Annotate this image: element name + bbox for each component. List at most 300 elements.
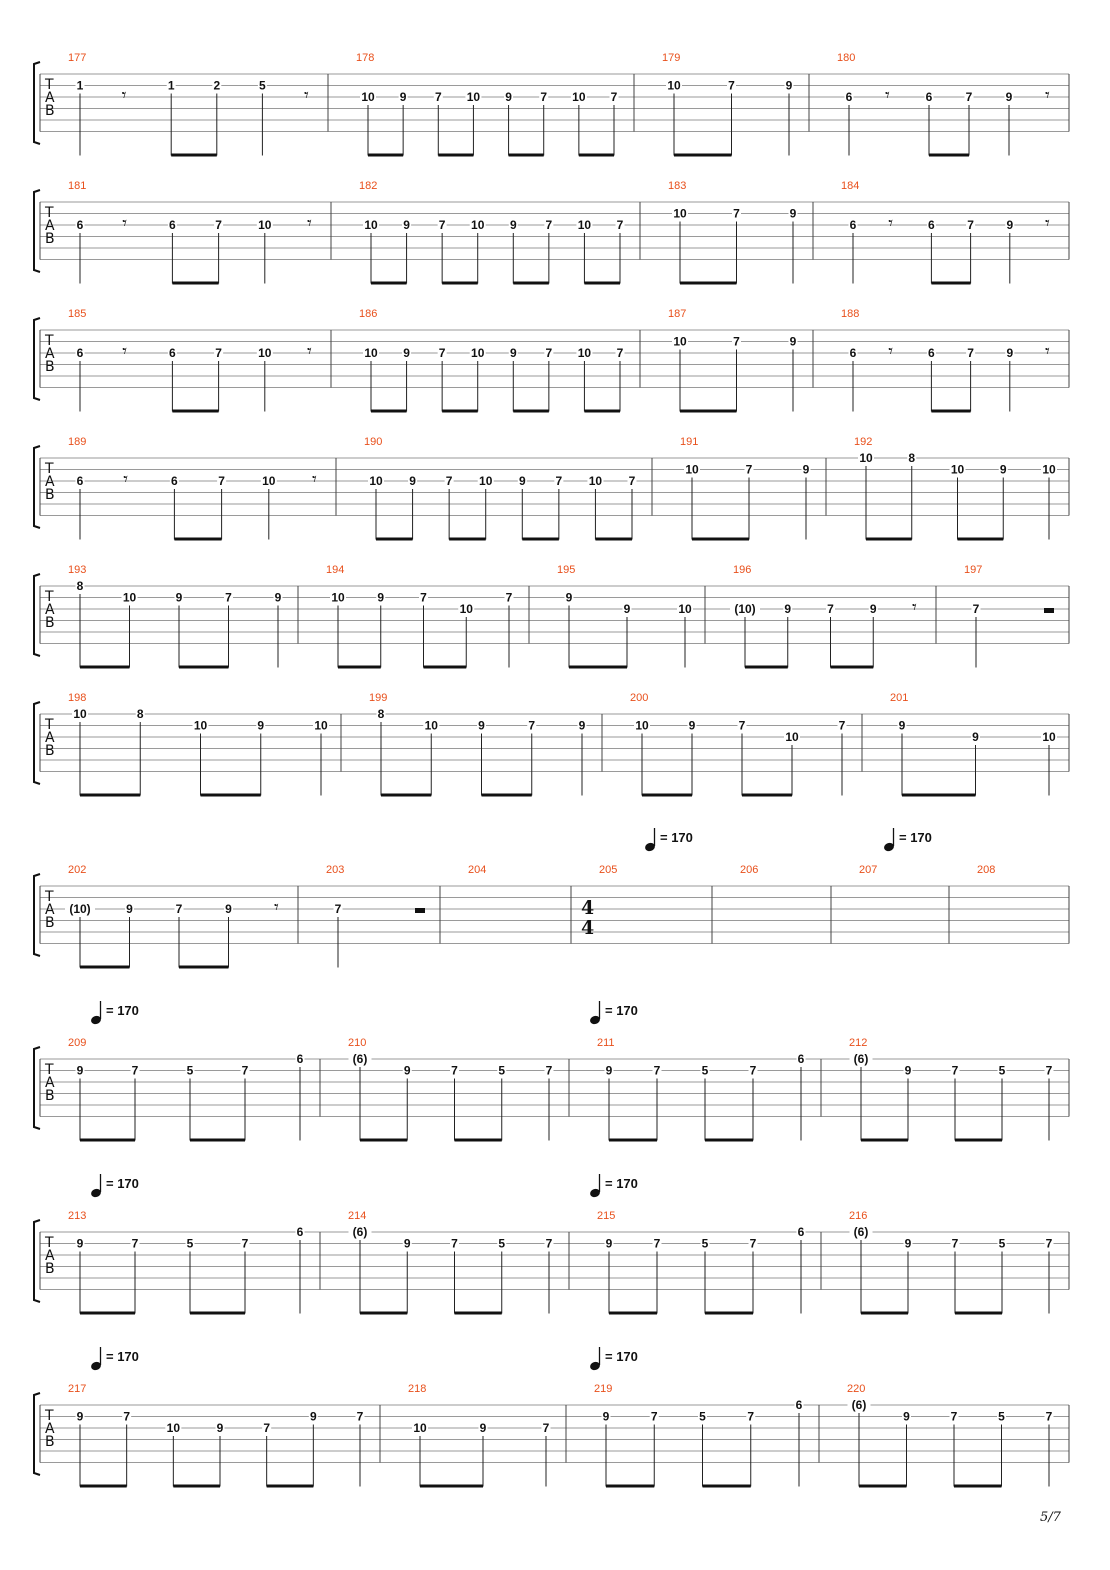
tab-clef-letter: T <box>45 1235 54 1251</box>
measure-number: 218 <box>408 1383 427 1395</box>
fret-number: 10 <box>673 334 687 349</box>
measure-number: 191 <box>680 436 699 448</box>
measure <box>68 692 329 797</box>
measure-number: 177 <box>68 52 87 64</box>
fret-number: 7 <box>749 1063 757 1078</box>
fret-number: 10 <box>1042 730 1056 744</box>
fret-number: 10 <box>122 590 137 605</box>
eighth-rest-icon: 𝄾 <box>1045 213 1050 234</box>
fret-number: 7 <box>950 1409 958 1424</box>
beam <box>179 966 229 969</box>
fret-number: 10 <box>577 346 592 360</box>
tempo-marking: = 170 <box>605 1003 638 1018</box>
tab-clef-letter: A <box>45 90 55 106</box>
fret-number: 7 <box>616 346 624 360</box>
beam <box>179 666 229 669</box>
fret-number: 6 <box>845 90 853 104</box>
beam <box>455 1139 502 1142</box>
beam <box>859 1485 907 1488</box>
fret-number: 10 <box>785 730 799 744</box>
measure <box>849 1037 1054 1142</box>
tab-clef-letter: T <box>45 1062 54 1078</box>
measure <box>597 1210 806 1315</box>
fret-number: 10 <box>466 90 481 104</box>
fret-number: 10 <box>73 707 87 721</box>
fret-number: 7 <box>215 218 222 232</box>
measure <box>65 864 279 969</box>
fret-number: 9 <box>479 1421 487 1435</box>
measure <box>630 692 847 797</box>
fret-number: 10 <box>166 1421 181 1435</box>
measure-number: 208 <box>977 864 996 876</box>
fret-number: 9 <box>76 1409 84 1424</box>
fret-number: 7 <box>445 474 453 488</box>
tab-clef-letter: B <box>45 1088 55 1104</box>
measure-number: 182 <box>359 180 378 192</box>
beam <box>954 1485 1002 1488</box>
beam <box>861 1139 908 1142</box>
fret-number: 9 <box>509 218 517 232</box>
fret-number: 7 <box>733 206 740 221</box>
measure <box>837 52 1050 157</box>
fret-number: 10 <box>369 474 383 488</box>
fret-number: (6) <box>853 1052 869 1066</box>
fret-number: 5 <box>998 1236 1006 1251</box>
beam <box>360 1139 407 1142</box>
tab-clef-letter: B <box>45 1261 55 1277</box>
measure <box>68 52 309 157</box>
fret-number: 5 <box>998 1409 1005 1424</box>
measure-number: 179 <box>662 52 681 64</box>
time-signature-top: 4 <box>581 897 595 919</box>
fret-number: 9 <box>999 462 1007 477</box>
fret-number: 9 <box>972 730 979 744</box>
measure <box>668 308 798 413</box>
eighth-rest-icon: 𝄾 <box>123 469 128 490</box>
beam <box>866 538 912 541</box>
measure-number: 205 <box>599 864 618 876</box>
fret-number: 7 <box>438 346 446 360</box>
fret-number: 10 <box>588 474 603 488</box>
measure <box>348 1037 554 1142</box>
fret-number: 9 <box>518 474 526 488</box>
measure <box>680 436 811 541</box>
fret-number: 9 <box>403 1063 411 1078</box>
fret-number: 7 <box>218 474 225 488</box>
fret-number: 7 <box>528 718 536 733</box>
staff-system <box>34 828 1069 969</box>
fret-number: 6 <box>76 218 84 232</box>
fret-number: 10 <box>193 718 208 733</box>
beam <box>442 282 478 285</box>
fret-number: 7 <box>241 1063 249 1078</box>
eighth-rest-icon: 𝄾 <box>122 341 127 362</box>
eighth-rest-icon: 𝄾 <box>304 85 309 106</box>
fret-number: 9 <box>403 1236 411 1251</box>
beam <box>579 154 614 157</box>
fret-number: 7 <box>628 474 636 488</box>
fret-number: 7 <box>542 1421 550 1435</box>
fret-number: 7 <box>334 902 342 916</box>
tempo-marking: = 170 <box>106 1176 139 1191</box>
fret-number: 7 <box>215 346 222 360</box>
fret-number: 7 <box>545 1236 553 1251</box>
fret-number: 7 <box>545 346 553 360</box>
fret-number: 7 <box>610 90 618 104</box>
tab-clef-letter: T <box>45 889 54 905</box>
fret-number: 9 <box>478 718 485 733</box>
beam <box>80 1485 127 1488</box>
beam <box>371 410 407 413</box>
measure-number: 180 <box>837 52 856 64</box>
fret-number: 9 <box>1006 218 1014 232</box>
beam <box>438 154 473 157</box>
beam <box>606 1485 654 1488</box>
measure-number: 202 <box>68 864 87 876</box>
fret-number: 5 <box>998 1063 1006 1078</box>
tab-clef-letter: B <box>45 615 55 631</box>
fret-number: 10 <box>459 602 473 616</box>
fret-number: 7 <box>555 474 563 488</box>
system-bracket <box>34 446 40 528</box>
measure <box>557 564 693 669</box>
fret-number: 6 <box>76 474 84 488</box>
eighth-rest-icon: 𝄾 <box>312 469 317 490</box>
eighth-rest-icon: 𝄾 <box>912 597 917 618</box>
fret-number: 8 <box>136 707 144 721</box>
measure-number: 198 <box>68 692 87 704</box>
beam <box>742 794 792 797</box>
fret-number: 7 <box>733 334 740 349</box>
fret-number: 9 <box>903 1409 910 1424</box>
fret-number: 7 <box>838 718 846 733</box>
fret-number: 7 <box>653 1236 661 1251</box>
fret-number: 8 <box>377 707 385 721</box>
time-signature-bottom: 4 <box>581 917 595 939</box>
beam <box>705 1139 753 1142</box>
fret-number: 10 <box>424 718 438 733</box>
fret-number: 9 <box>509 346 517 360</box>
beam <box>172 410 218 413</box>
measure-number: 181 <box>68 180 87 192</box>
fret-number: 9 <box>565 590 573 605</box>
system-bracket <box>34 62 40 144</box>
measure <box>326 564 514 669</box>
fret-number: 9 <box>126 902 133 916</box>
beam <box>360 1312 407 1315</box>
fret-number: 9 <box>789 206 797 221</box>
measure-number: 184 <box>841 180 860 192</box>
tab-clef-letter: A <box>45 602 55 618</box>
system-bracket <box>34 1220 40 1302</box>
beam <box>642 794 692 797</box>
fret-number: 7 <box>827 602 834 616</box>
measure-number: 210 <box>348 1037 367 1049</box>
beam <box>703 1485 751 1488</box>
beam <box>680 410 737 413</box>
fret-number: 9 <box>578 718 586 733</box>
beam <box>174 538 221 541</box>
fret-number: 10 <box>364 218 378 232</box>
fret-number: 5 <box>498 1236 506 1251</box>
fret-number: 9 <box>225 902 232 916</box>
fret-number: 9 <box>605 1063 613 1078</box>
fret-number: 6 <box>76 346 84 360</box>
measure-number: 186 <box>359 308 378 320</box>
measure-number: 201 <box>890 692 909 704</box>
measure <box>740 864 758 876</box>
beam <box>338 666 381 669</box>
measure-number: 190 <box>364 436 383 448</box>
measure <box>662 52 794 157</box>
staff-system <box>34 308 1069 413</box>
fret-number: 6 <box>797 1052 805 1066</box>
tempo-marking: = 170 <box>106 1349 139 1364</box>
measure <box>597 1037 806 1142</box>
fret-number: 5 <box>186 1063 194 1078</box>
fret-number: 7 <box>650 1409 658 1424</box>
beam <box>929 154 969 157</box>
measure <box>68 1383 365 1488</box>
fret-number: 10 <box>1042 462 1056 477</box>
fret-number: 7 <box>545 1063 553 1078</box>
fret-number: (6) <box>352 1052 368 1066</box>
fret-number: 9 <box>904 1063 912 1078</box>
fret-number: 9 <box>216 1421 224 1435</box>
tab-clef-letter: B <box>45 743 55 759</box>
fret-number: 9 <box>784 602 792 616</box>
beam <box>861 1312 908 1315</box>
fret-number: 6 <box>925 90 933 104</box>
measure-number: 215 <box>597 1210 616 1222</box>
tab-clef-letter: A <box>45 474 55 490</box>
eighth-rest-icon: 𝄾 <box>307 213 312 234</box>
beam <box>80 666 130 669</box>
fret-number: 10 <box>258 218 272 232</box>
beam <box>705 1312 753 1315</box>
measure <box>359 308 625 413</box>
beam <box>80 966 130 969</box>
beam <box>190 1312 245 1315</box>
fret-number: 10 <box>361 90 375 104</box>
fret-number: 10 <box>331 590 345 605</box>
half-rest-icon <box>1044 608 1054 613</box>
beam <box>449 538 486 541</box>
eighth-rest-icon: 𝄾 <box>888 213 893 234</box>
measure-number: 194 <box>326 564 345 576</box>
tab-clef-letter: A <box>45 1421 55 1437</box>
fret-number: 7 <box>745 462 753 477</box>
fret-number: 6 <box>296 1052 304 1066</box>
measure-number: 183 <box>668 180 687 192</box>
measure-number: 187 <box>668 308 687 320</box>
fret-number: 5 <box>701 1063 709 1078</box>
fret-number: 10 <box>262 474 276 488</box>
fret-number: 7 <box>951 1236 959 1251</box>
tab-clef-letter: B <box>45 487 55 503</box>
measure-number: 189 <box>68 436 87 448</box>
fret-number: 5 <box>699 1409 706 1424</box>
beam <box>267 1485 314 1488</box>
fret-number: 9 <box>309 1409 317 1424</box>
fret-number: 9 <box>257 718 265 733</box>
fret-number: 5 <box>701 1236 709 1251</box>
eighth-rest-icon: 𝄾 <box>1045 85 1050 106</box>
beam <box>371 282 407 285</box>
fret-number: 6 <box>296 1225 304 1239</box>
fret-number: 7 <box>434 90 442 104</box>
measure-number: 185 <box>68 308 87 320</box>
measure <box>890 692 1057 797</box>
tempo-marking: = 170 <box>899 830 932 845</box>
tab-clef-letter: B <box>45 359 55 375</box>
beam <box>201 794 261 797</box>
measure <box>408 1383 551 1488</box>
fret-number: 9 <box>623 602 631 616</box>
fret-number: 10 <box>950 462 965 477</box>
beam <box>958 538 1004 541</box>
fret-number: 7 <box>653 1063 661 1078</box>
eighth-rest-icon: 𝄾 <box>121 85 127 106</box>
tab-clef-letter: A <box>45 1075 55 1091</box>
fret-number: 6 <box>169 346 176 360</box>
half-rest-icon <box>415 908 425 913</box>
tab-clef-letter: A <box>45 218 55 234</box>
fret-number: 7 <box>241 1236 249 1251</box>
fret-number: 7 <box>951 1063 959 1078</box>
tab-clef-letter: A <box>45 902 55 918</box>
measure <box>356 52 619 157</box>
measure <box>581 864 617 939</box>
fret-number: 7 <box>225 590 232 605</box>
system-bracket <box>34 702 40 784</box>
beam <box>955 1139 1002 1142</box>
system-bracket <box>34 874 40 956</box>
system-bracket <box>34 318 40 400</box>
measure <box>68 1210 305 1315</box>
fret-number: 9 <box>785 78 793 93</box>
fret-number: 9 <box>76 1236 84 1251</box>
measure-number: 216 <box>849 1210 868 1222</box>
tab-clef-letter: T <box>45 461 54 477</box>
beam <box>692 538 749 541</box>
fret-number: 2 <box>213 78 221 93</box>
measure-number: 209 <box>68 1037 87 1049</box>
fret-number: 9 <box>76 1063 84 1078</box>
measure <box>68 308 312 413</box>
measure-number: 195 <box>557 564 576 576</box>
tempo-marking: = 170 <box>605 1349 638 1364</box>
fret-number: 9 <box>409 474 416 488</box>
beam <box>424 666 467 669</box>
beam <box>455 1312 502 1315</box>
fret-number: 9 <box>377 590 385 605</box>
fret-number: 6 <box>928 218 935 232</box>
fret-number: 7 <box>616 218 624 232</box>
measure <box>68 564 283 669</box>
fret-number: 9 <box>1005 90 1013 104</box>
beam <box>955 1312 1002 1315</box>
staff-system <box>34 564 1069 669</box>
tab-clef-letter: T <box>45 205 54 221</box>
measure-number: 196 <box>733 564 752 576</box>
fret-number: 7 <box>438 218 446 232</box>
measure <box>847 1383 1054 1488</box>
fret-number: 7 <box>972 602 980 616</box>
beam <box>584 282 620 285</box>
fret-number: 9 <box>898 718 906 733</box>
fret-number: 7 <box>749 1236 757 1251</box>
measure <box>68 436 317 541</box>
page-number: 5/7 <box>1040 1510 1061 1525</box>
fret-number: 7 <box>420 590 427 605</box>
fret-number: 6 <box>849 218 857 232</box>
measure <box>841 308 1050 413</box>
fret-number: 10 <box>413 1421 427 1435</box>
measure-number: 178 <box>356 52 375 64</box>
beam <box>522 538 559 541</box>
fret-number: 7 <box>545 218 553 232</box>
tab-clef-letter: B <box>45 1434 55 1450</box>
measure <box>730 564 917 669</box>
fret-number: 10 <box>685 462 699 477</box>
fret-number: 10 <box>479 474 493 488</box>
tab-clef-letter: B <box>45 103 55 119</box>
measure <box>854 436 1057 541</box>
fret-number: 6 <box>795 1398 803 1412</box>
fret-number: 9 <box>789 334 797 349</box>
beam <box>513 282 549 285</box>
beam <box>513 410 549 413</box>
measure-number: 197 <box>964 564 983 576</box>
fret-number: 6 <box>797 1225 805 1239</box>
fret-number: 9 <box>904 1236 912 1251</box>
fret-number: (10) <box>734 602 756 616</box>
staff-system <box>34 180 1069 285</box>
beam <box>595 538 632 541</box>
fret-number: 7 <box>738 718 746 733</box>
tempo-marking: = 170 <box>106 1003 139 1018</box>
measure-number: 213 <box>68 1210 87 1222</box>
fret-number: 9 <box>403 218 410 232</box>
measure <box>369 692 587 797</box>
beam <box>368 154 403 157</box>
system-bracket <box>34 574 40 656</box>
eighth-rest-icon: 𝄾 <box>1045 341 1050 362</box>
fret-number: 8 <box>76 579 84 593</box>
fret-number: 7 <box>263 1421 271 1435</box>
fret-number: 7 <box>131 1236 139 1251</box>
beam <box>172 282 218 285</box>
eighth-rest-icon: 𝄾 <box>274 897 279 918</box>
eighth-rest-icon: 𝄾 <box>888 341 893 362</box>
beam <box>190 1139 245 1142</box>
measure <box>841 180 1050 285</box>
fret-number: 9 <box>175 590 183 605</box>
fret-number: 7 <box>123 1409 131 1424</box>
fret-number: 9 <box>399 90 407 104</box>
fret-number: 7 <box>747 1409 755 1424</box>
fret-number: 6 <box>849 346 857 360</box>
beam <box>674 154 732 157</box>
beam <box>609 1139 657 1142</box>
fret-number: 7 <box>451 1063 458 1078</box>
measure-number: 193 <box>68 564 87 576</box>
eighth-rest-icon: 𝄾 <box>307 341 312 362</box>
measure <box>964 564 1054 668</box>
measure <box>364 436 637 541</box>
measure-number: 203 <box>326 864 345 876</box>
